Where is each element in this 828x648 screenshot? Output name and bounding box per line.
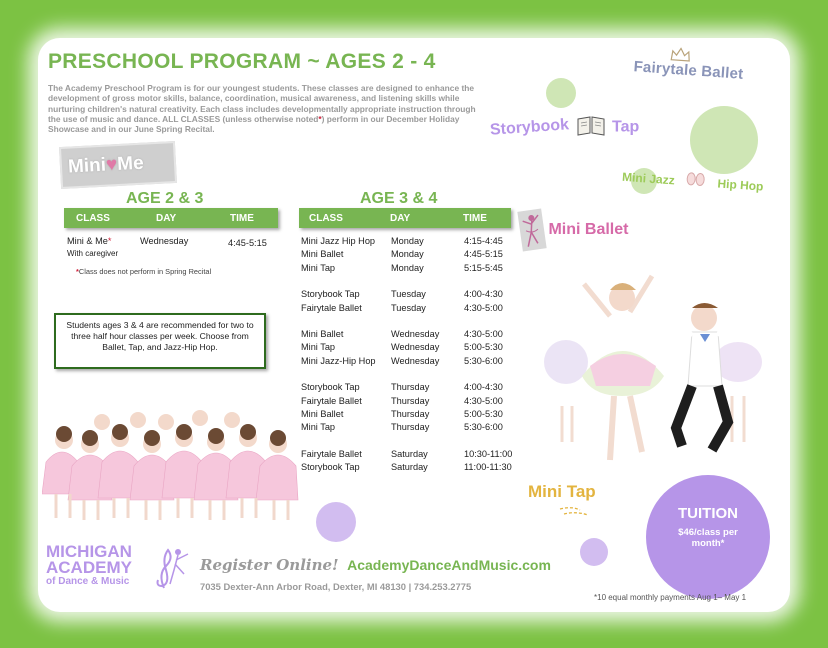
- storybook-tap-logo: [490, 114, 639, 141]
- table-cell-class: Fairytale Ballet: [301, 448, 362, 459]
- crown-icon: [670, 47, 691, 62]
- intro-text-1: The Academy Preschool Program is for our youngest students. These classes are designed to enhance the development of gross motor skills, balance, coordination, musical awareness, and listening skills while nurturing children's natural creativity. Each class includes developmentally appropriate instruction through the use of music and dance. ALL CLASSES (unless otherwise noted: [48, 83, 476, 124]
- table-cell-class: Mini Ballet: [301, 249, 344, 260]
- table-cell-class: Storybook Tap: [301, 462, 360, 473]
- age-2-3-table-header: [64, 208, 278, 228]
- logo-text: Tap: [612, 118, 640, 136]
- table-cell-day: Wednesday: [391, 355, 440, 366]
- school-logo: [46, 544, 132, 588]
- recital-note: [76, 267, 211, 276]
- table-cell-class: Fairytale Ballet: [301, 302, 362, 313]
- table-cell-time: 5:30-6:00: [464, 422, 503, 433]
- table-cell-class: Mini Ballet: [301, 409, 344, 419]
- table-cell-class: Mini Tap: [301, 342, 336, 353]
- treble-clef-icon: [150, 544, 194, 597]
- website-link[interactable]: AcademyDanceAndMusic.com: [347, 557, 551, 573]
- table-cell-time: 4:00-4:30: [464, 289, 503, 300]
- intro-text-2: ) perform in our December Holiday Showcase and in our June Spring Recital.: [48, 113, 460, 135]
- table-cell-day: Thursday: [391, 422, 430, 433]
- table-cell-day: Saturday: [391, 448, 428, 459]
- mini-ballet-logo: [520, 210, 628, 250]
- table-cell-class: Fairytale Ballet: [301, 395, 362, 406]
- table-cell-subnote: With caregiver: [67, 249, 119, 258]
- register-heading: Register Online!: [200, 556, 339, 574]
- logo-text: Fairytale Ballet: [633, 58, 744, 83]
- table-cell-class: Mini Ballet: [301, 329, 344, 339]
- table-cell-day: Monday: [391, 262, 424, 273]
- table-cell-day: Thursday: [391, 409, 430, 419]
- logo-text: Hip Hop: [717, 176, 764, 194]
- table-cell-class: Storybook Tap: [301, 289, 360, 300]
- table-cell-time: 4:30-5:00: [464, 395, 503, 406]
- table-cell-class: Mini Tap: [301, 262, 336, 273]
- table-cell-time: 5:00-5:30: [464, 409, 503, 419]
- tuition-badge: [646, 475, 770, 599]
- table-cell-time: 5:30-6:00: [464, 355, 503, 366]
- group-of-young-ballerinas-photo: [42, 382, 300, 524]
- logo-text: Storybook: [489, 115, 570, 139]
- table-cell-class: Mini Jazz-Hip Hop: [301, 355, 376, 366]
- recommendation-box: Students ages 3 & 4 are recommended for two to three half hour classes per week. Choose from Ballet, Tap, and Jazz-Hip Hop.: [54, 313, 266, 369]
- table-cell-day: Tuesday: [391, 289, 426, 300]
- tap-shoe-icon: [558, 504, 598, 522]
- table-cell-day: Saturday: [391, 462, 428, 473]
- logo-text: Mini Jazz: [621, 169, 676, 188]
- table-cell-day: Thursday: [391, 395, 430, 406]
- flyer-page: [38, 38, 790, 612]
- payment-note: *10 equal monthly payments Aug 1– May 1: [594, 593, 747, 602]
- table-cell-day: Wednesday: [391, 329, 440, 339]
- decor-circle: [580, 538, 608, 566]
- table-cell-time: 4:00-4:30: [464, 382, 503, 393]
- table-cell-class: [67, 236, 111, 246]
- class-name: Mini & Me: [67, 236, 108, 246]
- page-title: PRESCHOOL PROGRAM ~ AGES 2 - 4: [48, 50, 436, 73]
- school-name-line-2: ACADEMY: [46, 558, 132, 577]
- intro-asterisk: *: [318, 113, 322, 124]
- school-name-line-1: MICHIGAN: [46, 542, 132, 561]
- table-cell-class: Mini Tap: [301, 422, 336, 433]
- register-line: [200, 556, 551, 575]
- table-cell-day: Thursday: [391, 382, 430, 393]
- table-cell-class: Mini Jazz Hip Hop: [301, 236, 376, 246]
- heart-icon: ♥: [105, 154, 118, 176]
- address-line: 7035 Dexter-Ann Arbor Road, Dexter, MI 48130 | 734.253.2775: [200, 581, 472, 592]
- logo-text: Mini Tap: [528, 482, 596, 501]
- column-header-day: DAY: [390, 213, 411, 224]
- column-header-class: CLASS: [309, 213, 343, 224]
- age-3-4-heading: AGE 3 & 4: [360, 190, 438, 207]
- table-cell-time: 4:15-4:45: [464, 236, 503, 246]
- table-cell-time: 5:00-5:30: [464, 342, 503, 353]
- table-cell-class: Storybook Tap: [301, 382, 360, 393]
- column-header-day: DAY: [156, 213, 177, 224]
- decor-circle: [546, 78, 576, 108]
- intro-paragraph: [48, 83, 478, 134]
- decor-circle: [316, 502, 356, 542]
- note-text: Class does not perform in Spring Recital: [78, 267, 212, 276]
- table-cell-day: Tuesday: [391, 302, 426, 313]
- table-cell-time: 11:00-11:30: [464, 462, 512, 473]
- table-cell-day: Wednesday: [391, 342, 440, 353]
- tuition-label: TUITION: [678, 505, 738, 522]
- logo-text: Mini: [67, 154, 107, 178]
- book-icon: [576, 114, 606, 141]
- column-header-time: TIME: [463, 213, 487, 224]
- logo-text: Mini Ballet: [548, 221, 629, 238]
- logo-text: Me: [116, 152, 145, 176]
- table-cell-day: Monday: [391, 249, 424, 260]
- mini-and-me-logo: [59, 141, 177, 189]
- jumping-children-photo: [532, 246, 772, 466]
- age-3-4-table-header: [299, 208, 511, 228]
- table-cell-time: 5:15-5:45: [464, 262, 503, 273]
- tuition-price: $46/class per month*: [678, 527, 738, 549]
- table-cell-time: 4:45-5:15: [464, 249, 503, 260]
- column-header-class: CLASS: [76, 213, 110, 224]
- table-cell-day: Monday: [391, 236, 424, 246]
- table-cell-time: 4:30-5:00: [464, 302, 503, 313]
- ballet-shoes-icon: [684, 171, 707, 191]
- decor-circle: [690, 106, 758, 174]
- school-name-line-3: of Dance & Music: [46, 576, 130, 587]
- asterisk: *: [107, 236, 112, 246]
- asterisk: *: [76, 267, 79, 276]
- table-cell-time: 4:45-5:15: [228, 238, 267, 248]
- column-header-time: TIME: [230, 213, 254, 224]
- fairytale-ballet-logo: [633, 44, 745, 83]
- table-cell-time: 10:30-11:00: [464, 448, 513, 459]
- table-cell-time: 4:30-5:00: [464, 329, 503, 339]
- table-cell-day: Wednesday: [140, 236, 189, 246]
- mini-tap-logo: [528, 482, 598, 522]
- age-2-3-heading: AGE 2 & 3: [126, 190, 204, 207]
